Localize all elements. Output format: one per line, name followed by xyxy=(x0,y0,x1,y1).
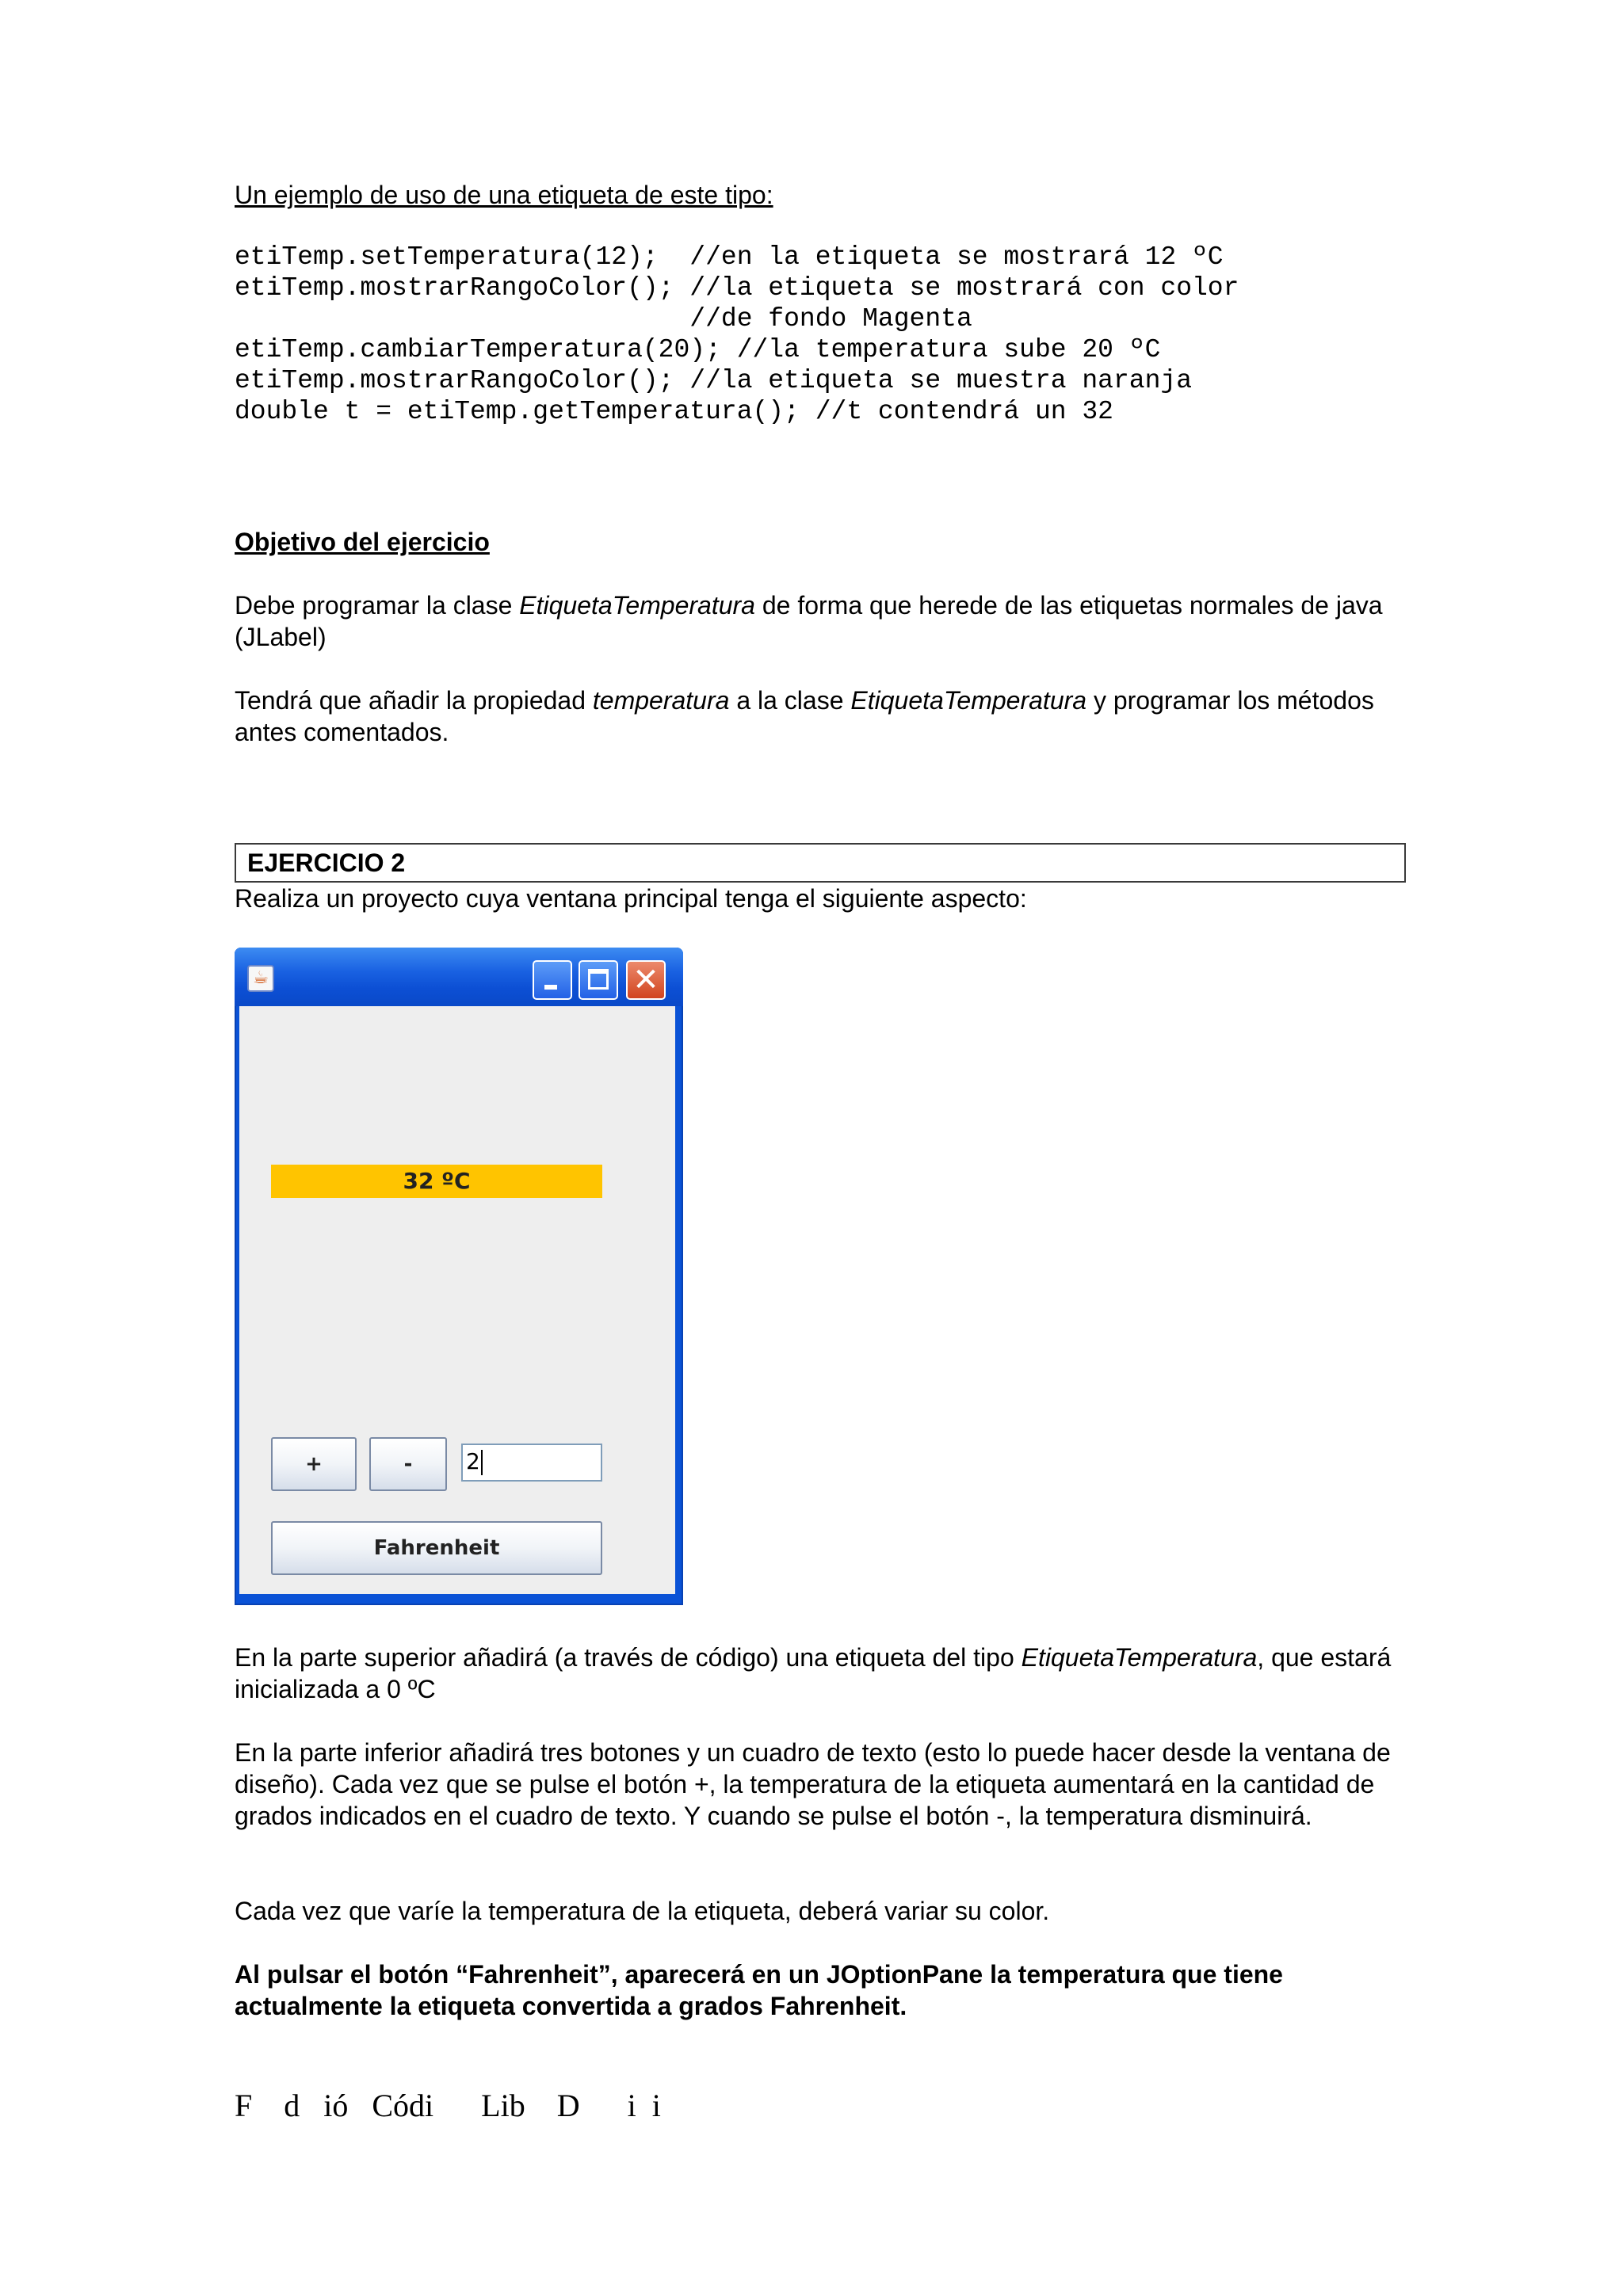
after-p1-text: En la parte superior añadirá (a través de código) una etiqueta del tipo xyxy=(235,1643,1022,1672)
objective-p2-text-mid: a la clase xyxy=(729,686,851,715)
java-window xyxy=(235,948,683,1605)
objective-p1-text-end: de forma que herede de las etiquetas normales de java (JLabel) xyxy=(235,591,1383,651)
property-emphasis: temperatura xyxy=(592,686,730,715)
window-content xyxy=(239,1006,675,1594)
maximize-button[interactable] xyxy=(579,960,618,1000)
text-caret xyxy=(481,1450,483,1475)
code-line: etiTemp.mostrarRangoColor(); //la etiqueta se muestra naranja xyxy=(235,366,1192,395)
window-titlebar xyxy=(235,948,683,1006)
objective-p2-text: Tendrá que añadir la propiedad xyxy=(235,686,593,715)
code-line: etiTemp.cambiarTemperatura(20); //la temperatura sube 20 ºC xyxy=(235,335,1161,364)
decrease-button[interactable]: - xyxy=(369,1437,447,1491)
exercise-intro: Realiza un proyecto cuya ventana principal tenga el siguiente aspecto: xyxy=(235,884,1027,913)
maximize-icon xyxy=(588,969,609,990)
code-line: etiTemp.setTemperatura(12); //en la etiqueta se mostrará 12 ºC xyxy=(235,242,1224,272)
objective-heading: Objetivo del ejercicio xyxy=(235,528,490,556)
exercise-title: EJERCICIO 2 xyxy=(247,849,406,877)
minimize-button[interactable] xyxy=(533,960,572,1000)
code-line: //de fondo Magenta xyxy=(235,304,972,334)
code-line: etiTemp.mostrarRangoColor(); //la etiqueta se mostrará con color xyxy=(235,273,1239,303)
fahrenheit-button[interactable]: Fahrenheit xyxy=(271,1521,602,1575)
after-p1-text-end: , que estará inicializada a 0 ºC xyxy=(235,1643,1392,1703)
after-paragraph-4-bold: Al pulsar el botón “Fahrenheit”, aparecerá en un JOptionPane la temperatura que tiene actualmente la etiqueta convertida a grados Fahrenheit. xyxy=(235,1960,1283,2020)
java-cup-icon: ☕ xyxy=(247,965,274,992)
degrees-input[interactable] xyxy=(461,1444,602,1482)
close-button[interactable] xyxy=(626,960,666,1000)
objective-paragraph-2 xyxy=(235,685,1407,748)
after-paragraph-2: En la parte inferior añadirá tres botones y un cuadro de texto (esto lo puede hacer desde la ventana de diseño). Cada vez que se pulse el botón +, la temperatura de la etiqueta aumentará en la cantidad de grados indicados en el cuadro de texto. Y cuando se pulse el botón -, la temperatura disminuirá. xyxy=(235,1738,1391,1830)
increase-button[interactable]: + xyxy=(271,1437,357,1491)
class-name-emphasis: EtiquetaTemperatura xyxy=(519,591,755,620)
after-paragraph-3: Cada vez que varíe la temperatura de la etiqueta, deberá variar su color. xyxy=(235,1897,1050,1925)
class-name-emphasis: EtiquetaTemperatura xyxy=(1021,1643,1258,1672)
temperature-label: 32 ºC xyxy=(271,1165,602,1198)
close-icon: ✕ xyxy=(632,962,659,998)
code-line: double t = etiTemp.getTemperatura(); //t contendrá un 32 xyxy=(235,397,1113,426)
degrees-input-value: 2 xyxy=(466,1448,480,1474)
objective-p2-text-end: y programar los métodos antes comentados. xyxy=(235,686,1374,746)
after-paragraph-1 xyxy=(235,1642,1407,1705)
objective-paragraph-1 xyxy=(235,589,1407,653)
intro-heading: Un ejemplo de uso de una etiqueta de este tipo: xyxy=(235,181,773,209)
objective-p1-text: Debe programar la clase xyxy=(235,591,520,620)
code-block xyxy=(235,242,1239,427)
class-name-emphasis: EtiquetaTemperatura xyxy=(850,686,1087,715)
minimize-icon xyxy=(544,985,557,990)
exercise-title-box xyxy=(235,843,1406,883)
footer-text: F d ió Códi Lib D i i xyxy=(235,2088,661,2123)
